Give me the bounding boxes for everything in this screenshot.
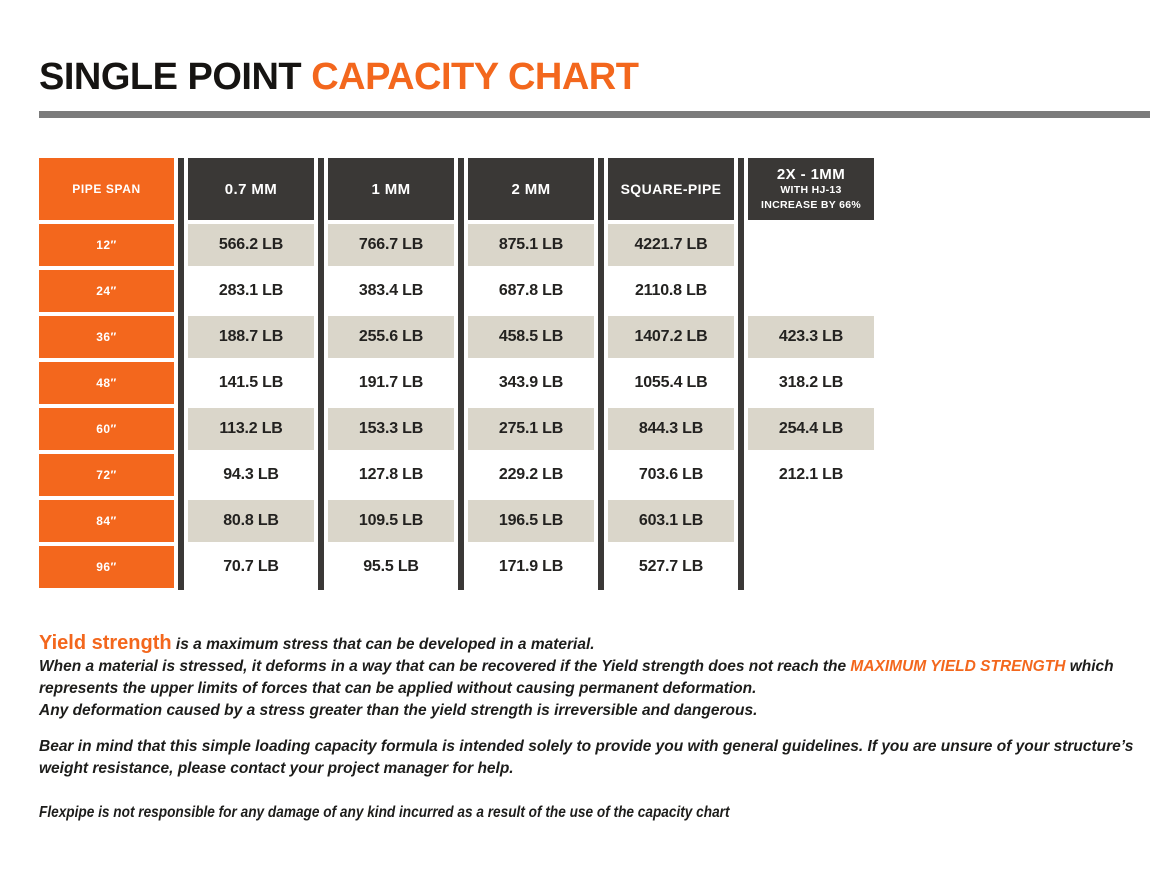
row-label-slot <box>39 498 174 544</box>
table-cell: 94.3 LB <box>223 466 279 483</box>
table-cell: 229.2 LB <box>498 466 564 483</box>
table-cell: 383.4 LB <box>358 282 424 299</box>
max-yield-strength-highlight: MAXIMUM YIELD STRENGTH <box>850 658 1066 675</box>
table-cell: 1407.2 LB <box>608 314 734 360</box>
table-cell: 283.1 LB <box>218 282 284 299</box>
capacity-table <box>39 158 879 590</box>
table-cell-empty <box>748 268 874 314</box>
column-header-slot <box>188 158 314 222</box>
table-cell: 212.1 LB <box>778 466 844 483</box>
table-cell: 343.9 LB <box>498 374 564 391</box>
table-cell-empty <box>748 544 874 590</box>
table-cell-empty <box>748 498 874 544</box>
table-cell: 766.7 LB <box>328 222 454 268</box>
column-header-0-7mm: 0.7 MM <box>188 158 314 220</box>
row-label-48: 48″ <box>39 362 174 404</box>
table-cell: 703.6 LB <box>638 466 704 483</box>
column-0-7mm <box>178 158 318 590</box>
guidelines-paragraph: Bear in mind that this simple loading capacity formula is intended solely to provide you with general guidelines. If you are unsure of your structure’s weight resistance, please contact your project manager for help. <box>39 738 1134 777</box>
column-2x-1mm <box>738 158 878 590</box>
table-cell: 423.3 LB <box>748 314 874 360</box>
column-header-square-pipe: SQUARE-PIPE <box>608 158 734 220</box>
column-header-2x-sub2: INCREASE BY 66% <box>760 198 861 211</box>
table-cell: 196.5 LB <box>468 498 594 544</box>
yield-strength-lead: Yield strength <box>39 632 172 654</box>
pipe-span-header: PIPE SPAN <box>39 158 174 220</box>
table-cell: 171.9 LB <box>498 558 564 575</box>
disclaimer-text: Flexpipe is not responsible for any damage of any kind incurred as a result of the use of the capacity chart <box>39 804 730 821</box>
column-square-pipe <box>598 158 738 590</box>
column-header-slot <box>748 158 874 222</box>
table-cell: 113.2 LB <box>188 406 314 452</box>
column-header-slot <box>608 158 734 222</box>
row-label-slot <box>39 360 174 406</box>
column-header-2x-sub1: WITH HJ-13 <box>780 184 842 197</box>
table-cell: 70.7 LB <box>223 558 279 575</box>
page-title-prefix: SINGLE POINT <box>39 56 312 98</box>
row-label-slot <box>39 222 174 268</box>
column-1mm <box>318 158 458 590</box>
table-cell: 275.1 LB <box>468 406 594 452</box>
row-label-slot <box>39 452 174 498</box>
row-label-slot <box>39 544 174 590</box>
table-cell: 566.2 LB <box>188 222 314 268</box>
table-cell: 254.4 LB <box>748 406 874 452</box>
table-cell: 191.7 LB <box>358 374 424 391</box>
notes-section <box>39 632 1144 824</box>
column-header-2mm: 2 MM <box>468 158 594 220</box>
column-header-2x-1mm <box>748 158 874 220</box>
disclaimer-paragraph <box>39 802 1144 824</box>
row-label-slot <box>39 314 174 360</box>
table-cell: 109.5 LB <box>328 498 454 544</box>
table-cell: 1055.4 LB <box>634 374 708 391</box>
table-cell: 2110.8 LB <box>634 282 708 299</box>
table-cell: 141.5 LB <box>218 374 284 391</box>
table-cell: 188.7 LB <box>188 314 314 360</box>
row-label-12: 12″ <box>39 224 174 266</box>
yield-explanation-line <box>39 656 1144 700</box>
table-cell: 80.8 LB <box>188 498 314 544</box>
table-cell: 458.5 LB <box>468 314 594 360</box>
table-cell: 4221.7 LB <box>608 222 734 268</box>
row-label-72: 72″ <box>39 454 174 496</box>
table-cell: 95.5 LB <box>363 558 419 575</box>
title-divider <box>39 111 1150 118</box>
table-cell: 127.8 LB <box>358 466 424 483</box>
page-title-accent: CAPACITY CHART <box>311 56 639 98</box>
column-2mm <box>458 158 598 590</box>
deformation-warning-line: Any deformation caused by a stress greater than the yield strength is irreversible and dangerous. <box>39 702 758 719</box>
table-cell: 153.3 LB <box>328 406 454 452</box>
table-cell-empty <box>748 222 874 268</box>
table-cell: 318.2 LB <box>778 374 844 391</box>
pipe-span-column <box>39 158 174 590</box>
row-label-60: 60″ <box>39 408 174 450</box>
row-label-36: 36″ <box>39 316 174 358</box>
table-cell: 844.3 LB <box>608 406 734 452</box>
table-cell: 527.7 LB <box>638 558 704 575</box>
row-label-24: 24″ <box>39 270 174 312</box>
row-label-slot <box>39 406 174 452</box>
row-label-slot <box>39 268 174 314</box>
table-cell: 875.1 LB <box>468 222 594 268</box>
table-cell: 687.8 LB <box>498 282 564 299</box>
pipe-span-header-slot <box>39 158 174 222</box>
column-header-slot <box>328 158 454 222</box>
table-cell: 255.6 LB <box>328 314 454 360</box>
row-label-84: 84″ <box>39 500 174 542</box>
yield-explanation-c: which represents the upper limits of forces that can be applied without causing permanent deformation. <box>39 658 1114 697</box>
column-header-1mm: 1 MM <box>328 158 454 220</box>
yield-explanation-a: When a material is stressed, it deforms in a way that can be recovered if the Yield strength does not reach the <box>39 658 851 675</box>
yield-strength-rest: is a maximum stress that can be developed in a material. <box>171 636 595 653</box>
yield-strength-line <box>39 632 1144 656</box>
table-cell: 603.1 LB <box>608 498 734 544</box>
column-header-2x-main: 2X - 1MM <box>776 166 846 184</box>
column-header-slot <box>468 158 594 222</box>
page-title <box>39 58 1150 96</box>
row-label-96: 96″ <box>39 546 174 588</box>
